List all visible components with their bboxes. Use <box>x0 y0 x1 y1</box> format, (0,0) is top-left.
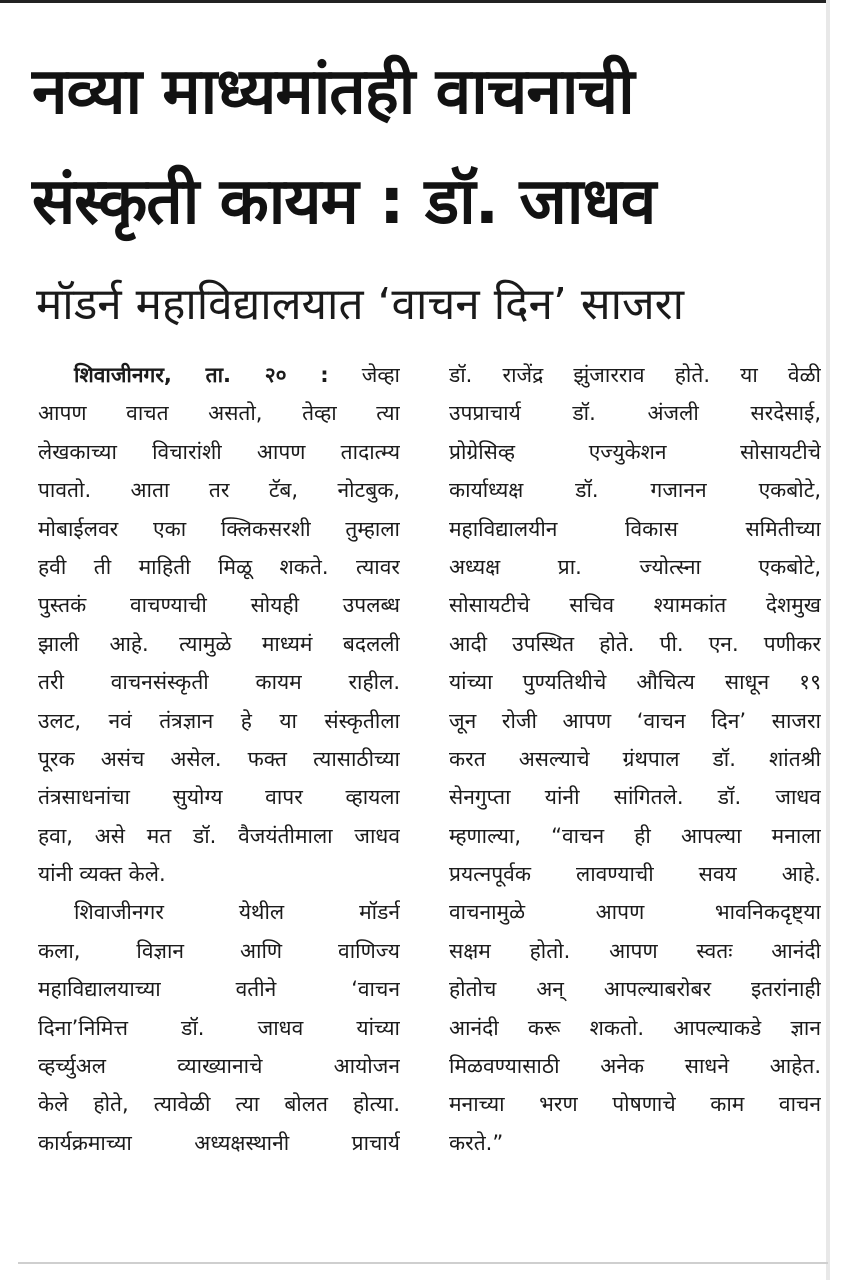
dateline: शिवाजीनगर, ता. २० : <box>74 363 329 387</box>
paragraph-1-line: झाली आहे. त्यामुळे माध्यमं बदलली <box>38 631 400 656</box>
bottom-rule <box>18 1262 828 1264</box>
paragraph-2-line: केले होते, त्यावेळी त्या बोलत होत्या. <box>38 1092 400 1117</box>
paragraph-3-line: कार्याध्यक्ष डॉ. गजानन एकबोटे, <box>449 478 821 503</box>
paragraph-3-line: सोसायटीचे सचिव श्यामकांत देशमुख <box>449 593 821 618</box>
paragraph-1-line: लेखकाच्या विचारांशी आपण तादात्म्य <box>38 439 400 464</box>
paragraph-1-line: हवा, असे मत डॉ. वैजयंतीमाला जाधव <box>38 823 400 848</box>
paragraph-1-line-text: जेव्हा <box>328 363 400 387</box>
paragraph-2-line: व्हर्च्युअल व्याख्यानाचे आयोजन <box>38 1054 400 1079</box>
paragraph-1-line: मोबाईलवर एका क्लिकसरशी तुम्हाला <box>38 516 400 541</box>
paragraph-3-line: वाचनामुळे आपण भावनिकदृष्ट्या <box>449 900 821 925</box>
paragraph-1-line: तरी वाचनसंस्कृती कायम राहील. <box>38 670 400 695</box>
subheadline: मॉडर्न महाविद्यालयात ‘वाचन दिन’ साजरा <box>36 279 685 330</box>
paragraph-1-line: तंत्रसाधनांचा सुयोग्य वापर व्हायला <box>38 785 400 810</box>
paragraph-1-line: पुस्तकं वाचण्याची सोयही उपलब्ध <box>38 593 400 618</box>
paragraph-3 <box>449 356 821 1162</box>
paragraph-2-line: शिवाजीनगर येथील मॉडर्न <box>74 900 400 925</box>
paragraph-3-line: होतोच अन् आपल्याबरोबर इतरांनाही <box>449 977 821 1002</box>
paragraph-3-line: म्हणाल्या, “वाचन ही आपल्या मनाला <box>449 823 821 848</box>
paragraph-1-line: पावतो. आता तर टॅब, नोटबुक, <box>38 478 400 503</box>
paragraph-3-line: करत असल्याचे ग्रंथपाल डॉ. शांतश्री <box>449 746 821 771</box>
paragraph-1-line: यांनी व्यक्त केले. <box>38 862 166 887</box>
paragraph-3-line: आनंदी करू शकतो. आपल्याकडे ज्ञान <box>449 1015 821 1040</box>
page-edge <box>826 0 830 1280</box>
paragraph-1-line <box>38 356 400 394</box>
paragraph-2-line: महाविद्यालयाच्या वतीने ‘वाचन <box>38 977 400 1002</box>
paragraph-3-line: महाविद्यालयीन विकास समितीच्या <box>449 516 821 541</box>
paragraph-3-line: करते.” <box>449 1130 504 1155</box>
paragraph-2-line: दिना’निमित्त डॉ. जाधव यांच्या <box>38 1015 400 1040</box>
paragraph-3-line: मनाच्या भरण पोषणाचे काम वाचन <box>449 1092 821 1117</box>
paragraph-3-line: सेनगुप्ता यांनी सांगितले. डॉ. जाधव <box>449 785 821 810</box>
paragraph-2-line: कला, विज्ञान आणि वाणिज्य <box>38 938 400 963</box>
paragraph-3-line: मिळवण्यासाठी अनेक साधने आहेत. <box>449 1054 821 1079</box>
paragraph-2-line: कार्यक्रमाच्या अध्यक्षस्थानी प्राचार्य <box>38 1130 400 1155</box>
paragraph-3-line: प्रोग्रेसिव्ह एज्युकेशन सोसायटीचे <box>449 439 821 464</box>
column-right <box>449 356 821 1162</box>
paragraph-3-line: आदी उपस्थित होते. पी. एन. पणीकर <box>449 631 821 656</box>
paragraph-1-line: पूरक असंच असेल. फक्त त्यासाठीच्या <box>38 746 400 771</box>
paragraph-3-line: अध्यक्ष प्रा. ज्योत्स्ना एकबोटे, <box>449 554 821 579</box>
paragraph-1 <box>38 356 400 893</box>
paragraph-2 <box>38 893 400 1162</box>
column-left <box>38 356 400 1162</box>
headline-line-1: नव्या माध्यमांतही वाचनाची <box>32 55 634 129</box>
paragraph-3-line: यांच्या पुण्यतिथीचे औचित्य साधून १९ <box>449 670 821 695</box>
paragraph-3-line: सक्षम होतो. आपण स्वतः आनंदी <box>449 938 821 963</box>
paragraph-1-line: आपण वाचत असतो, तेव्हा त्या <box>38 401 400 426</box>
top-rule <box>0 0 828 3</box>
headline-line-2: संस्कृती कायम : डॉ. जाधव <box>32 165 656 239</box>
paragraph-1-line: उलट, नवं तंत्रज्ञान हे या संस्कृतीला <box>38 708 400 733</box>
paragraph-3-line: उपप्राचार्य डॉ. अंजली सरदेसाई, <box>449 401 821 426</box>
paragraph-1-line: हवी ती माहिती मिळू शकते. त्यावर <box>38 554 400 579</box>
paragraph-3-line: डॉ. राजेंद्र झुंजारराव होते. या वेळी <box>449 363 821 387</box>
paragraph-3-line: प्रयत्नपूर्वक लावण्याची सवय आहे. <box>449 862 821 887</box>
paragraph-3-line: जून रोजी आपण ‘वाचन दिन’ साजरा <box>449 708 821 733</box>
